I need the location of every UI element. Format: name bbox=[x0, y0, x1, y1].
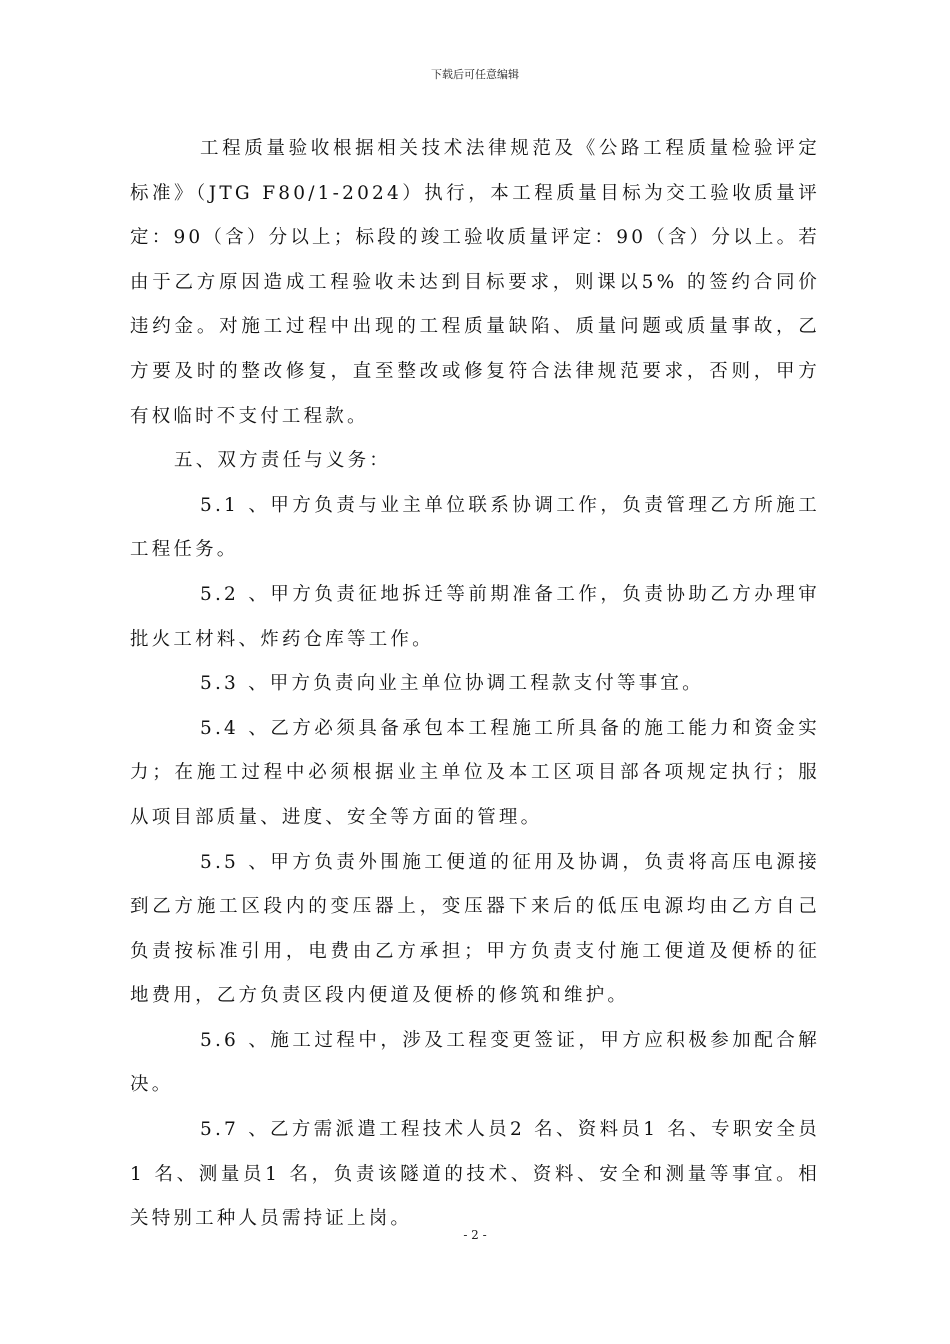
clause-5-4: 5.4 、乙方必须具备承包本工程施工所具备的施工能力和资金实力；在施工过程中必须根据业主单位及本工区项目部各项规定执行；服从项目部质量、进度、安全等方面的管理。 bbox=[130, 717, 820, 828]
document-body bbox=[130, 127, 820, 1242]
clause-5-3: 5.3 、甲方负责向业主单位协调工程款支付等事宜。 bbox=[200, 673, 704, 695]
page-number: - 2 - bbox=[463, 1228, 487, 1242]
page-header-note: 下载后可任意编辑 bbox=[431, 68, 519, 81]
section-heading-responsibilities: 五、双方责任与义务： bbox=[174, 450, 392, 472]
clause-5-6: 5.6 、施工过程中，涉及工程变更签证，甲方应积极参加配合解决。 bbox=[130, 1029, 820, 1096]
paragraph-quality-acceptance: 工程质量验收根据相关技术法律规范及《公路工程质量检验评定标准》（JTG F80/1-2024）执行，本工程质量目标为交工验收质量评定：90（含）分以上；标段的竣工验收质量评定：90（含）分以上。若由于乙方原因造成工程验收未达到目标要求，则课以5% 的签约合同价违约金。对施工过程中出现的工程质量缺陷、质量问题或质量事故，乙方要及时的整改修复，直至整改或修复符合法律规范要求，否则，甲方有权临时不支付工程款。 bbox=[130, 138, 820, 427]
clause-5-5: 5.5 、甲方负责外围施工便道的征用及协调，负责将高压电源接到乙方施工区段内的变压器上，变压器下来后的低压电源均由乙方自己负责按标准引用，电费由乙方承担；甲方负责支付施工便道及便桥的征地费用，乙方负责区段内便道及便桥的修筑和维护。 bbox=[130, 851, 820, 1007]
clause-5-2: 5.2 、甲方负责征地拆迁等前期准备工作，负责协助乙方办理审批火工材料、炸药仓库等工作。 bbox=[130, 583, 820, 650]
clause-5-1: 5.1 、甲方负责与业主单位联系协调工作，负责管理乙方所施工工程任务。 bbox=[130, 494, 820, 561]
clause-5-7: 5.7 、乙方需派遣工程技术人员2 名、资料员1 名、专职安全员1 名、测量员1 名，负责该隧道的技术、资料、安全和测量等事宜。相关特别工种人员需持证上岗。 bbox=[130, 1119, 820, 1230]
